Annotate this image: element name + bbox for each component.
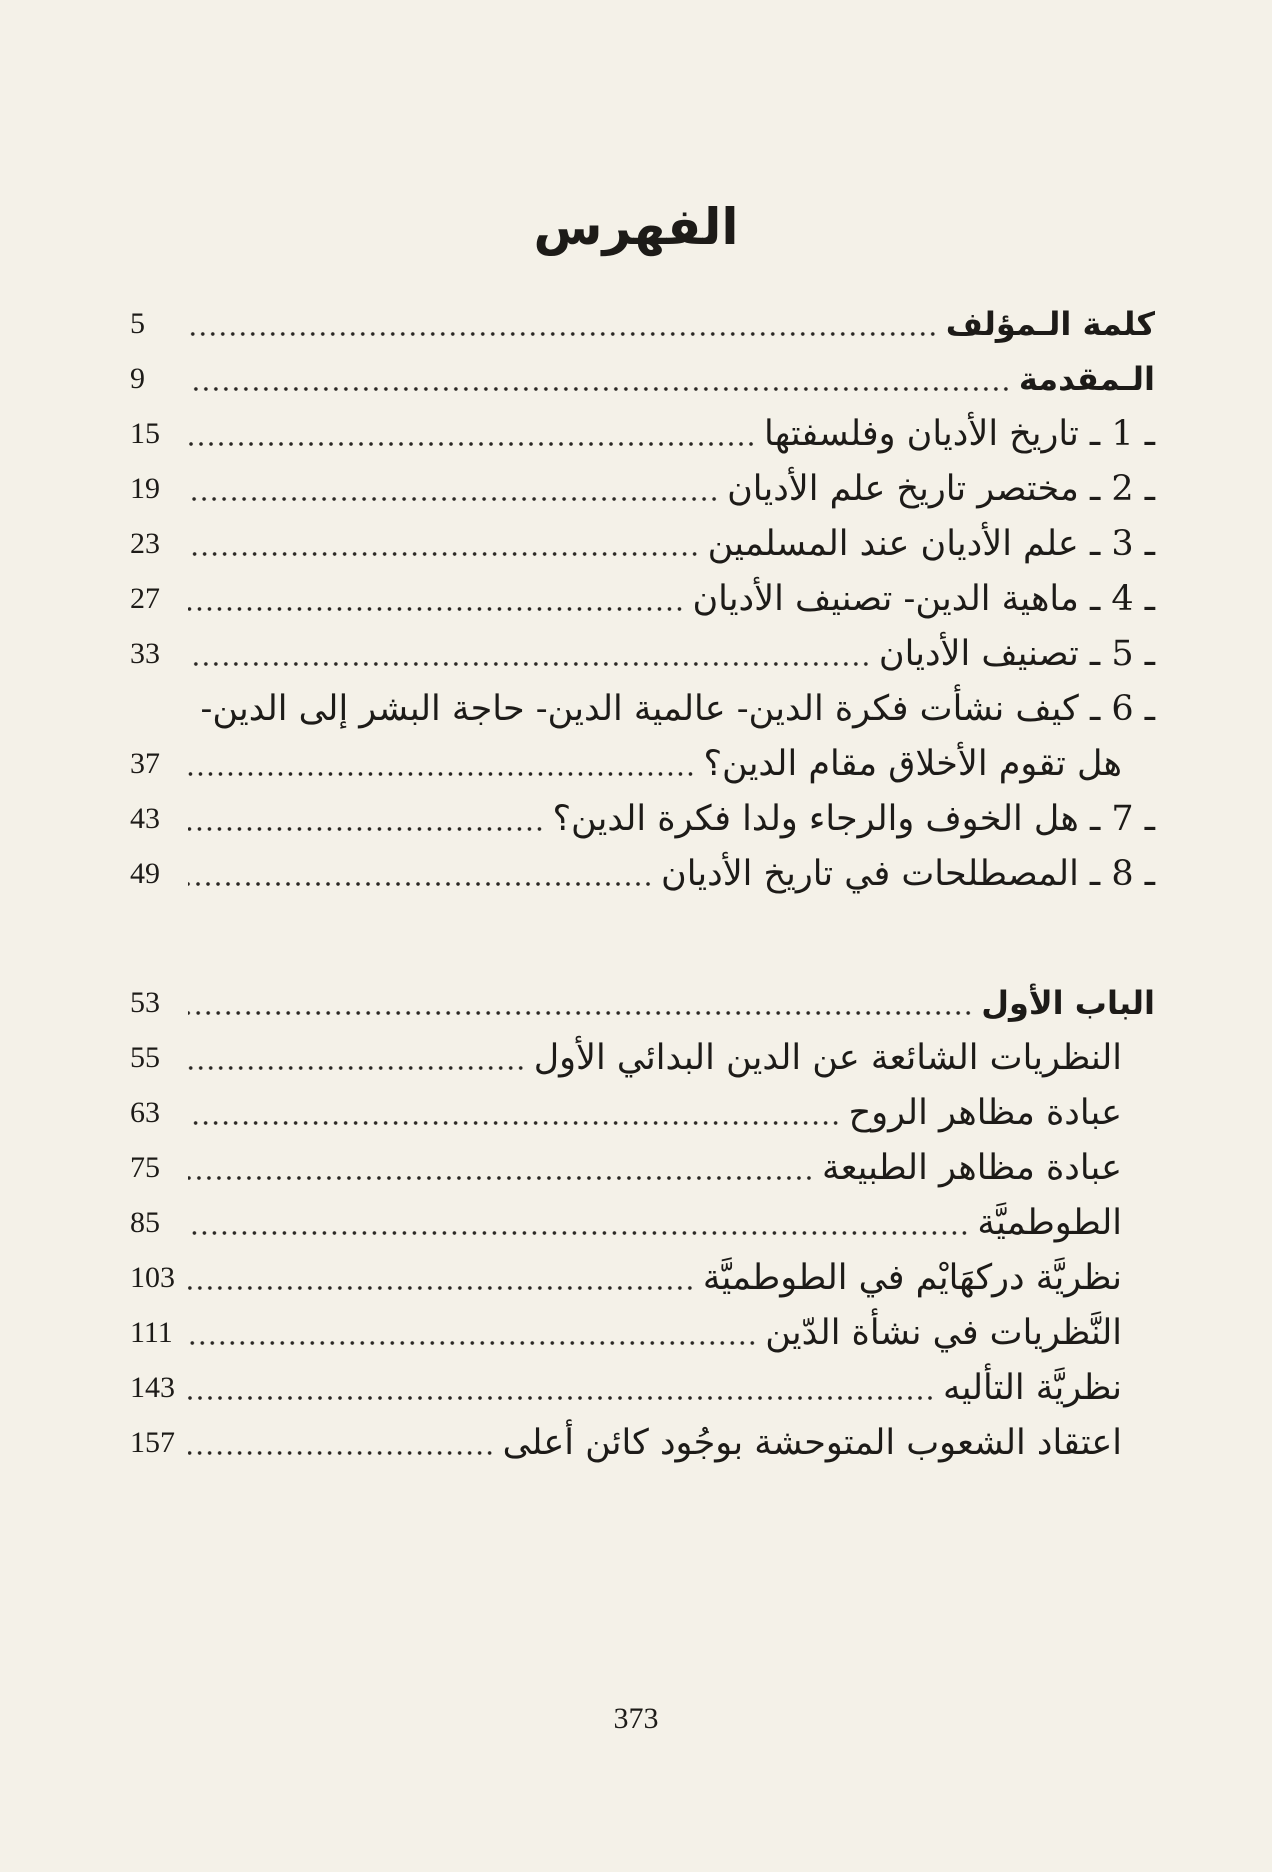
- toc-entry: [130, 1305, 1155, 1361]
- toc-entry-title: نظريَّة التأليه: [943, 1368, 1122, 1408]
- toc-entry-title: عبادة مظاهر الطبيعة: [821, 1148, 1122, 1188]
- toc-entry: [130, 516, 1155, 572]
- dot-leader: [188, 736, 695, 792]
- toc-entry: [130, 1140, 1155, 1196]
- toc-entry: [130, 626, 1155, 682]
- dot-leader: [188, 571, 684, 627]
- dot-leader: [188, 791, 544, 847]
- toc-entry: [130, 296, 1155, 352]
- dot-leader: [188, 1415, 495, 1471]
- toc-entry: [130, 461, 1155, 517]
- toc-entry-page: 157: [130, 1426, 175, 1459]
- dot-leader: [188, 846, 653, 902]
- dot-leader: [188, 296, 938, 352]
- dot-leader: [188, 1030, 526, 1086]
- toc-entry-page: 85: [130, 1206, 160, 1239]
- toc-entry-title: ـ 8 ـ المصطلحات في تاريخ الأديان: [661, 854, 1155, 894]
- toc-entry-page: 53: [130, 986, 160, 1019]
- toc-entry-page: 111: [130, 1316, 173, 1349]
- toc-entry-title: الـمقدمة: [1018, 360, 1155, 398]
- toc-entry-title: الطوطميَّة: [977, 1203, 1122, 1243]
- toc-entry-title: ـ 3 ـ علم الأديان عند المسلمين: [707, 524, 1155, 564]
- toc-entry: [130, 791, 1155, 847]
- page-number: 373: [613, 1702, 659, 1735]
- toc-entry-title: ـ 5 ـ تصنيف الأديان: [878, 634, 1155, 674]
- toc-entry-title: كلمة الـمؤلف: [945, 305, 1155, 343]
- toc-entry-page: 37: [130, 747, 160, 780]
- toc-entry-page: 143: [130, 1371, 175, 1404]
- toc-entry-title: ـ 7 ـ هل الخوف والرجاء ولدا فكرة الدين؟: [552, 799, 1155, 839]
- dot-leader: [188, 975, 973, 1031]
- dot-leader: [188, 626, 871, 682]
- toc-entry-title: ـ 4 ـ ماهية الدين- تصنيف الأديان: [692, 579, 1155, 619]
- toc-entry: [130, 351, 1155, 407]
- dot-leader: [188, 1085, 841, 1141]
- dot-leader: [188, 1305, 757, 1361]
- toc-entry-page: 5: [130, 307, 145, 340]
- toc-entry: [130, 1030, 1155, 1086]
- toc-entry-continuation-text: هل تقوم الأخلاق مقام الدين؟: [703, 744, 1122, 784]
- dot-leader: [188, 516, 700, 572]
- toc-entry: [130, 1085, 1155, 1141]
- toc-entry-title: ـ 6 ـ كيف نشأت فكرة الدين- عالمية الدين- حاجة البشر إلى الدين-: [200, 689, 1155, 729]
- toc-entry-title: ـ 1 ـ تاريخ الأديان وفلسفتها: [764, 414, 1155, 454]
- toc-entry: [130, 406, 1155, 462]
- toc-entry-page: 49: [130, 857, 160, 890]
- toc-entry-title: ـ 2 ـ مختصر تاريخ علم الأديان: [727, 469, 1155, 509]
- dot-leader: [188, 461, 719, 517]
- toc-entry-page: 15: [130, 417, 160, 450]
- toc-entry: [130, 1195, 1155, 1251]
- dot-leader: [188, 1140, 814, 1196]
- dot-leader: [188, 1250, 695, 1306]
- toc-entry-page: 75: [130, 1151, 160, 1184]
- toc-entry-page: 9: [130, 362, 145, 395]
- toc-entry-title: اعتقاد الشعوب المتوحشة بوجُود كائن أعلى: [502, 1423, 1122, 1463]
- dot-leader: [188, 351, 1011, 407]
- toc-entry-title: الباب الأول: [981, 984, 1155, 1022]
- toc-entry-title: عبادة مظاهر الروح: [848, 1093, 1122, 1133]
- dot-leader: [188, 1195, 969, 1251]
- dot-leader: [188, 406, 756, 462]
- toc-entry-page: 23: [130, 527, 160, 560]
- toc-entry-title: النَّظريات في نشأة الدّين: [765, 1313, 1122, 1353]
- dot-leader: [188, 1360, 935, 1416]
- toc-entry: [130, 1360, 1155, 1416]
- toc-entry-page: 103: [130, 1261, 175, 1294]
- page-title: الفهرس: [533, 198, 739, 256]
- toc-entry-page: 43: [130, 802, 160, 835]
- toc-entry-title: النظريات الشائعة عن الدين البدائي الأول: [533, 1038, 1122, 1078]
- toc-entry: [130, 1250, 1155, 1306]
- toc-section-heading: [130, 975, 1155, 1031]
- toc-entry-page: 33: [130, 637, 160, 670]
- toc-entry: [130, 846, 1155, 902]
- toc-entry-page: 63: [130, 1096, 160, 1129]
- toc-entry-page: 19: [130, 472, 160, 505]
- toc-entry: [130, 1415, 1155, 1471]
- toc-entry-title: نظريَّة دركهَايْم في الطوطميَّة: [702, 1258, 1122, 1298]
- toc-entry-page: 27: [130, 582, 160, 615]
- toc-entry-page: 55: [130, 1041, 160, 1074]
- toc-entry: [130, 571, 1155, 627]
- toc-entry-continuation: [130, 736, 1155, 792]
